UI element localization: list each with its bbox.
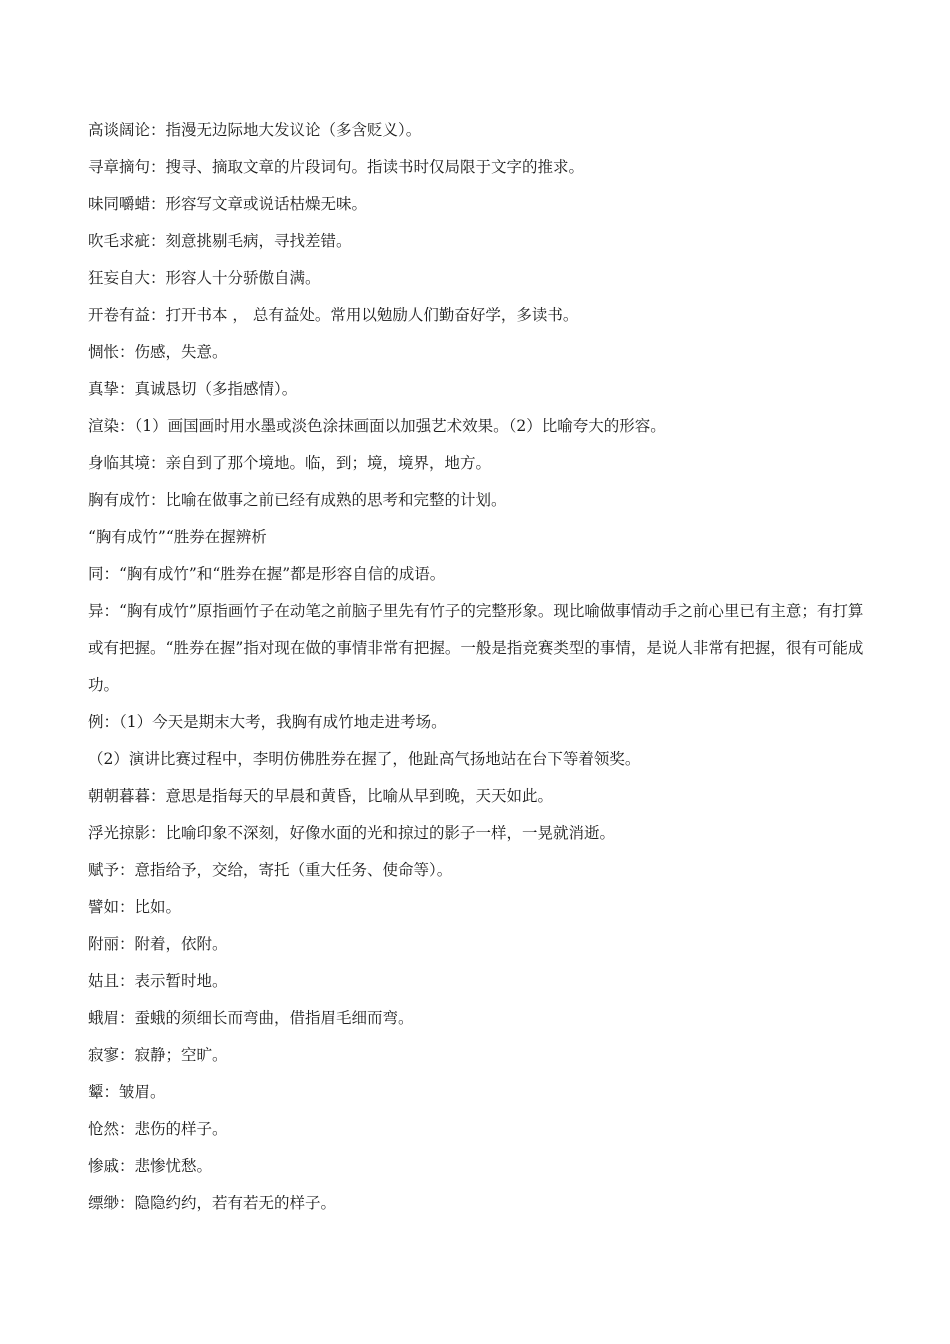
entry-canqi: 惨戚：悲惨忧愁。: [88, 1157, 213, 1175]
entry-kaijuan-youyi: 开卷有益：打开书本 ， 总有益处。常用以勉励人们勤奋好学，多读书。: [88, 306, 579, 324]
entry-zhenzhi: 真挚：真诚恳切（多指感情）。: [88, 380, 298, 398]
comparison-difference: 异：“胸有成竹”原指画竹子在动笔之前脑子里先有竹子的完整形象。现比喻做事情动手之前心里已有主意；有打算或有把握。“胜券在握”指对现在做的事情非常有把握。一般是指竞赛类型的事情，是说人非常有把握，很有可能成功。: [88, 602, 864, 694]
entry-piaomiao: 缥缈：隐隐约约，若有若无的样子。: [88, 1194, 337, 1212]
comparison-heading: “胸有成竹”“胜券在握辨析: [88, 528, 267, 546]
entry-emei: 蛾眉：蚕蛾的须细长而弯曲，借指眉毛细而弯。: [88, 1009, 414, 1027]
entry-shenlin-qijing: 身临其境：亲自到了那个境地。临，到；境，境界，地方。: [88, 454, 492, 472]
entry-fuyu: 赋予：意指给予，交给，寄托（重大任务、使命等）。: [88, 861, 453, 879]
entry-zhaozhao-mumu: 朝朝暮暮：意思是指每天的早晨和黄昏，比喻从早到晚，天天如此。: [88, 787, 554, 805]
entry-fuguang-lueying: 浮光掠影：比喻印象不深刻，好像水面的光和掠过的影子一样，一晃就消逝。: [88, 824, 616, 842]
entry-jiliao: 寂寥：寂静；空旷。: [88, 1046, 228, 1064]
document-body: [88, 112, 866, 1222]
comparison-similarity: 同：“胸有成竹”和“胜券在握”都是形容自信的成语。: [88, 565, 446, 583]
example-sentence-1: 例：（1）今天是期末大考，我胸有成竹地走进考场。: [88, 713, 447, 731]
entry-weitong-jiaola: 味同嚼蜡：形容写文章或说话枯燥无味。: [88, 195, 368, 213]
entry-kuangwang-zida: 狂妄自大：形容人十分骄傲自满。: [88, 269, 321, 287]
example-sentence-2: （2）演讲比赛过程中，李明仿佛胜券在握了，他趾高气扬地站在台下等着领奖。: [88, 750, 641, 768]
entry-chouchang: 惆怅：伤感，失意。: [88, 343, 228, 361]
entry-chuangran: 怆然：悲伤的样子。: [88, 1120, 228, 1138]
entry-xunzhang-zhaiju: 寻章摘句：搜寻、摘取文章的片段词句。指读书时仅局限于文字的推求。: [88, 158, 585, 176]
entry-gaotan-kuolun: 高谈阔论：指漫无边际地大发议论（多含贬义）。: [88, 121, 422, 139]
entry-xuanran: 渲染：（1）画国画时用水墨或淡色涂抹画面以加强艺术效果。（2）比喻夸大的形容。: [88, 417, 666, 435]
entry-chuimao-qiuci: 吹毛求疵：刻意挑剔毛病，寻找差错。: [88, 232, 352, 250]
entry-fuli: 附丽：附着，依附。: [88, 935, 228, 953]
entry-piru: 譬如：比如。: [88, 898, 182, 916]
entry-guqie: 姑且：表示暂时地。: [88, 972, 228, 990]
entry-pin: 颦：皱眉。: [88, 1083, 166, 1101]
entry-xiongyou-chengzhu: 胸有成竹：比喻在做事之前已经有成熟的思考和完整的计划。: [88, 491, 507, 509]
